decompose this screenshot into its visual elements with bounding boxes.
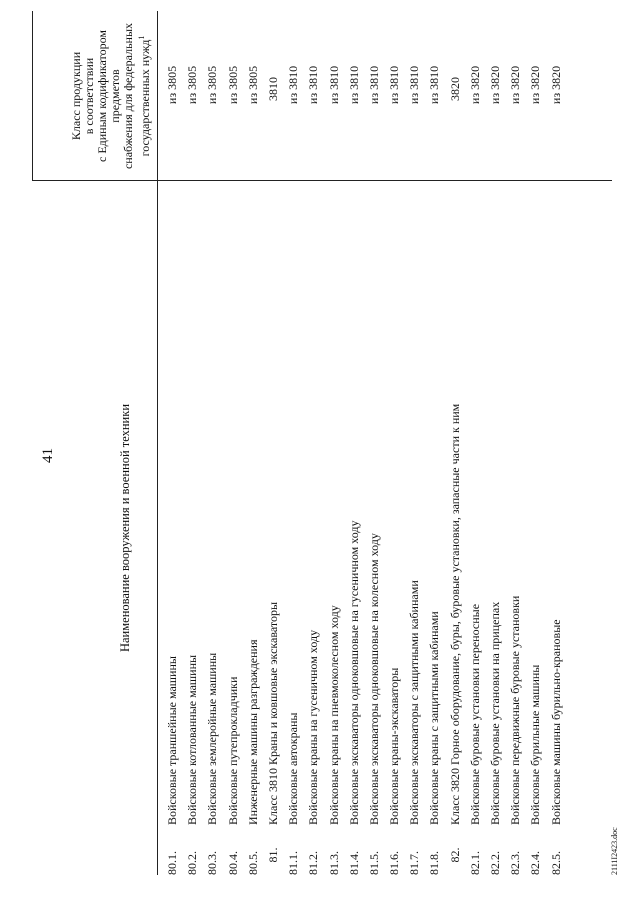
table-row [243, 11, 263, 875]
row-class-code: из 3820 [467, 65, 482, 105]
row-number: 82. [447, 847, 462, 863]
row-name: Войсковые автокраны [286, 712, 301, 825]
row-name: Войсковые краны на пневмоколесном ходу [326, 605, 341, 825]
row-number: 81.2. [306, 851, 321, 875]
row-name: Войсковые краны с защитными кабинами [427, 611, 442, 825]
table-row [283, 11, 303, 875]
row-class-code: 3810 [265, 77, 280, 101]
row-number: 81. [265, 847, 280, 863]
row-class-code: из 3805 [165, 65, 179, 105]
row-name: Инженерные машины разграждения [245, 639, 260, 825]
row-class-code: из 3810 [407, 65, 422, 105]
column-header-class-line: снабжения для федеральных [121, 22, 135, 170]
header-bottom-border [157, 11, 158, 875]
footnote-mark: 1 [137, 35, 146, 40]
table-row [162, 11, 182, 875]
row-number: 80.2. [185, 851, 200, 875]
row-name: Войсковые краны-экскаваторы [387, 667, 402, 825]
table-top-border [32, 11, 33, 181]
row-class-code: из 3820 [488, 65, 502, 105]
row-class-code: 3820 [447, 77, 462, 101]
row-class-code: из 3805 [225, 65, 240, 105]
row-name: Войсковые буровые установки на прицепах [488, 601, 502, 825]
table-row [445, 11, 465, 875]
row-name: Войсковые экскаваторы одноковшовые на колесном ходу [366, 533, 381, 825]
row-name: Класс 3820 Горное оборудование, буры, буровые установки, запасные части к ним [447, 403, 462, 825]
row-class-code: из 3805 [205, 65, 220, 105]
row-number: 82.1. [467, 851, 482, 875]
row-name: Войсковые экскаваторы одноковшовые на гусеничном ходу [346, 520, 361, 825]
column-header-class-line: в соответствии [82, 57, 96, 135]
row-name: Класс 3810 Краны и ковшовые экскаваторы [265, 601, 280, 825]
row-class-code: из 3810 [346, 65, 361, 105]
file-name: 2111I2423.doc [610, 827, 619, 875]
row-class-code: из 3810 [326, 65, 341, 105]
row-class-code: из 3820 [528, 65, 543, 105]
page-number: 41 [40, 448, 56, 463]
row-class-code: из 3805 [185, 65, 200, 105]
table-row [364, 11, 384, 875]
row-class-code: из 3810 [286, 65, 301, 105]
column-header-name: Наименование вооружения и военной техники [117, 403, 132, 653]
row-number: 81.8. [427, 851, 442, 875]
row-number: 82.4. [528, 851, 543, 875]
row-number: 82.2. [488, 851, 502, 875]
column-header-class-line: с Единым кодификатором предметов [95, 30, 122, 162]
row-number: 80.4. [225, 851, 240, 875]
row-name: Войсковые буровые установки переносные [467, 603, 482, 825]
row-name: Войсковые передвижные буровые установки [508, 595, 523, 825]
row-name: Войсковые путепрокладчики [225, 676, 240, 825]
table-row [344, 11, 364, 875]
table-row [384, 11, 404, 875]
table-row [263, 11, 283, 875]
row-number: 80.1. [165, 851, 179, 875]
row-name: Войсковые машины бурильно-крановые [548, 619, 563, 825]
row-class-code: из 3810 [427, 65, 442, 105]
row-name: Войсковые экскаваторы с защитными кабинами [407, 580, 422, 825]
row-number: 80.3. [205, 851, 220, 875]
row-name: Войсковые землеройные машины [205, 652, 220, 825]
row-class-code: из 3820 [548, 65, 563, 105]
row-name: Войсковые котлованные машины [185, 654, 200, 825]
table-row [465, 11, 485, 875]
row-class-code: из 3810 [306, 65, 321, 105]
column-header-class-line [135, 11, 152, 181]
row-number: 81.6. [387, 851, 402, 875]
row-number: 81.3. [326, 851, 341, 875]
column-header-class [65, 11, 157, 181]
column-header-class-line: Класс продукции [69, 51, 83, 141]
row-class-code: из 3820 [508, 65, 523, 105]
table-row [303, 11, 323, 875]
row-class-code: из 3805 [245, 65, 260, 105]
row-number: 81.7. [407, 851, 422, 875]
table-row [223, 11, 243, 875]
table-row [324, 11, 344, 875]
row-name: Войсковые бурильные машины [528, 664, 543, 825]
table-row [485, 11, 505, 875]
row-number: 82.3. [508, 851, 523, 875]
table-row [404, 11, 424, 875]
table-body [162, 11, 566, 875]
row-number: 81.5. [366, 851, 381, 875]
row-number: 81.1. [286, 851, 301, 875]
row-name: Войсковые траншейные машины [165, 656, 179, 825]
table-row [202, 11, 222, 875]
table-row [505, 11, 525, 875]
row-class-code: из 3810 [366, 65, 381, 105]
row-name: Войсковые краны на гусеничном ходу [306, 629, 321, 825]
table-row [546, 11, 566, 875]
row-class-code: из 3810 [387, 65, 402, 105]
column-header-class-line-text: государственных нужд [138, 39, 152, 157]
row-number: 82.5. [548, 851, 563, 875]
table-row [182, 11, 202, 875]
row-number: 81.4. [346, 851, 361, 875]
table-row [424, 11, 444, 875]
table-row [525, 11, 545, 875]
row-number: 80.5. [245, 851, 260, 875]
